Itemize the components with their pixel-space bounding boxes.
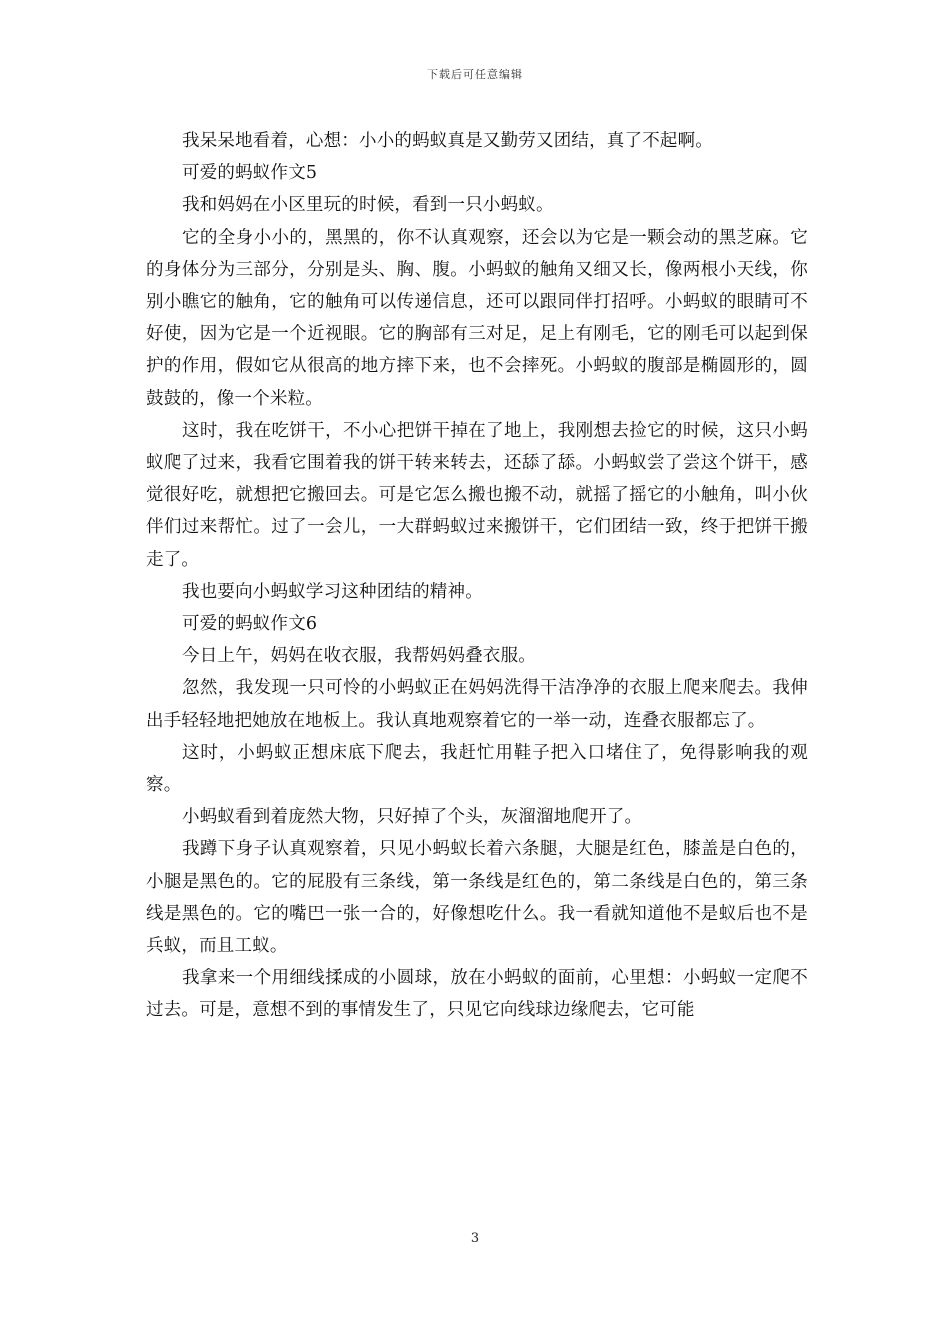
paragraph: 我和妈妈在小区里玩的时候，看到一只小蚂蚁。 [182, 195, 554, 216]
page-number: 3 [470, 1231, 480, 1246]
paragraph: 小蚂蚁看到着庞然大物，只好掉了个头，灰溜溜地爬开了。 [182, 807, 643, 828]
paragraph: 今日上午，妈妈在收衣服，我帮妈妈叠衣服。 [182, 646, 536, 667]
paragraph: 我呆呆地看着，心想：小小的蚂蚁真是又勤劳又团结，真了不起啊。 [182, 131, 713, 151]
paragraph: 我拿来一个用细线揉成的小圆球，放在小蚂蚁的面前，心里想：小蚂蚁一定爬不过去。可是，意想不到的事情发生了，只见它向线球边缘爬去，它可能 [146, 968, 808, 1021]
paragraph: 这时，小蚂蚁正想床底下爬去，我赶忙用鞋子把入口堵住了，免得影响我的观察。 [146, 742, 808, 796]
essay-heading: 可爱的蚂蚁作文5 [182, 163, 318, 184]
essay-heading: 可爱的蚂蚁作文6 [182, 614, 318, 635]
page-header: 下载后可任意编辑 [427, 68, 523, 81]
paragraph: 忽然，我发现一只可怜的小蚂蚁正在妈妈洗得干洁净净的衣服上爬来爬去。我伸出手轻轻地把她放在地板上。我认真地观察着它的一举一动，连叠衣服都忘了。 [146, 678, 808, 731]
paragraph: 这时，我在吃饼干，不小心把饼干掉在了地上，我刚想去捡它的时候，这只小蚂蚁爬了过来，我看它围着我的饼干转来转去，还舔了舔。小蚂蚁尝了尝这个饼干，感觉很好吃，就想把它搬回去。可是它怎么搬也搬不动，就摇了摇它的小触角，叫小伙伴们过来帮忙。过了一会儿，一大群蚂蚁过来搬饼干，它们团结一致，终于把饼干搬走了。 [146, 420, 808, 570]
document-body [146, 125, 808, 1027]
paragraph: 我也要向小蚂蚁学习这种团结的精神。 [182, 581, 483, 602]
paragraph: 它的全身小小的，黑黑的，你不认真观察，还会以为它是一颗会动的黑芝麻。它的身体分为三部分，分别是头、胸、腹。小蚂蚁的触角又细又长，像两根小天线，你别小瞧它的触角，它的触角可以传递信息，还可以跟同伴打招呼。小蚂蚁的眼睛可不好使，因为它是一个近视眼。它的胸部有三对足，足上有刚毛，它的刚毛可以起到保护的作用，假如它从很高的地方摔下来，也不会摔死。小蚂蚁的腹部是椭圆形的，圆鼓鼓的，像一个米粒。 [146, 227, 808, 409]
paragraph: 我蹲下身子认真观察着，只见小蚂蚁长着六条腿，大腿是红色，膝盖是白色的，小腿是黑色的。它的屁股有三条线，第一条线是红色的，第二条线是白色的，第三条线是黑色的。它的嘴巴一张一合的，好像想吃什么。我一看就知道他不是蚁后也不是兵蚁，而且工蚁。 [146, 839, 808, 957]
